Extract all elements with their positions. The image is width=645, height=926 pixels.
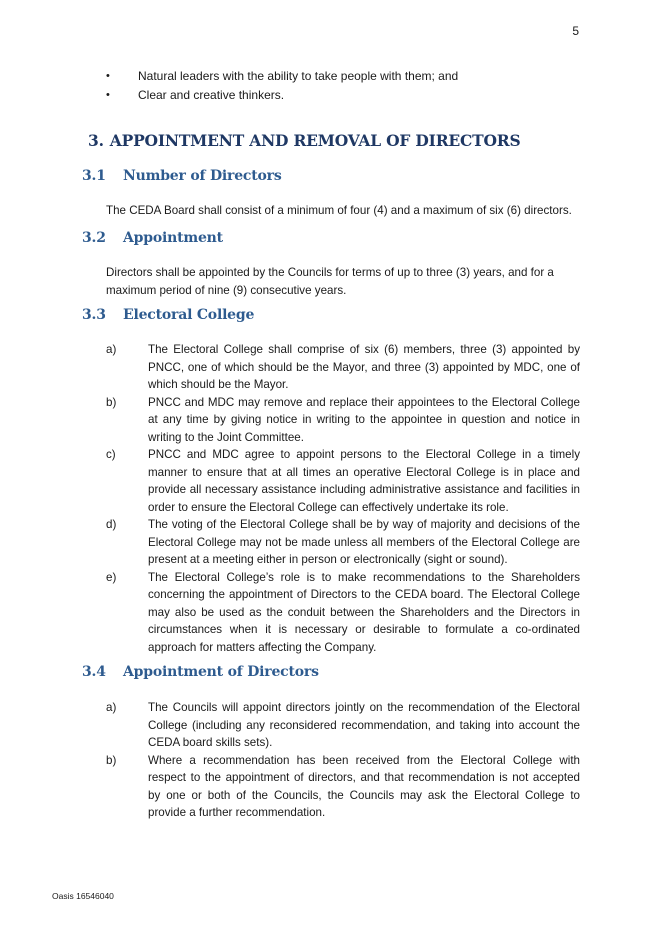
item-text: Where a recommendation has been received from the Electoral College with respect to the appointment of directors, and that recommendation is not accepted by one or both of the Councils, the Councils may ask the Electoral College to provide a further recommendation. — [148, 753, 580, 819]
item-label: b) — [106, 753, 117, 767]
heading-number: 3.4 — [82, 664, 106, 680]
section-number: 3. — [88, 131, 104, 150]
list-item — [106, 446, 580, 516]
page-number: 5 — [572, 24, 579, 38]
heading-3-1 — [82, 168, 282, 184]
bullet-item — [106, 67, 586, 86]
list-item — [106, 394, 580, 447]
heading-number: 3.2 — [82, 230, 106, 246]
list-item — [106, 752, 580, 822]
list-item — [106, 516, 580, 569]
heading-3-4 — [82, 664, 319, 680]
item-label: d) — [106, 518, 117, 531]
list-3-4 — [106, 699, 580, 822]
list-item — [106, 341, 580, 394]
item-label: a) — [106, 701, 117, 714]
item-label: e) — [106, 570, 117, 584]
heading-title: Number of Directors — [123, 168, 282, 184]
heading-number: 3.3 — [82, 307, 106, 323]
bullet-text: Natural leaders with the ability to take people with them; and — [138, 69, 459, 83]
item-text: PNCC and MDC agree to appoint persons to the Electoral College in a timely manner to ensure that at all times an operative Electoral College is in place and provide all necessary assistance including administrative assistance and facilities in order to ensure the Electoral College can effectively undertake its role. — [148, 448, 580, 514]
paragraph-3-2: Directors shall be appointed by the Councils for terms of up to three (3) years, and for a maximum period of nine (9) consecutive years. — [106, 266, 554, 297]
section-title: APPOINTMENT AND REMOVAL OF DIRECTORS — [109, 131, 521, 150]
list-3-3 — [106, 341, 580, 656]
bullet-icon: • — [106, 89, 110, 101]
bullet-item — [106, 86, 586, 105]
section-heading — [88, 131, 520, 150]
item-label: c) — [106, 448, 116, 461]
item-label: b) — [106, 395, 117, 409]
heading-title: Appointment — [123, 230, 223, 246]
list-item — [106, 699, 580, 752]
heading-3-2 — [82, 230, 223, 246]
bullet-list — [106, 67, 586, 105]
bullet-text: Clear and creative thinkers. — [138, 88, 285, 102]
heading-title: Electoral College — [123, 307, 255, 323]
heading-3-3 — [82, 307, 254, 323]
item-label: a) — [106, 343, 117, 356]
item-text: The voting of the Electoral College shall be by way of majority and decisions of the Electoral College may not be made unless all members of the Electoral College are present at a meeting either in person or electronically (sight or sound). — [148, 518, 580, 566]
footer-doc-id: Oasis 16546040 — [52, 891, 114, 901]
paragraph-3-1: The CEDA Board shall consist of a minimum of four (4) and a maximum of six (6) directors. — [106, 204, 572, 217]
bullet-icon: • — [106, 70, 110, 82]
heading-title: Appointment of Directors — [123, 664, 319, 680]
list-item — [106, 569, 580, 657]
item-text: The Electoral College’s role is to make recommendations to the Shareholders concerning the appointment of Directors to the CEDA board. The Electoral College may also be used as the conduit between the Shareholders and the Directors in circumstances when it is necessary or desirable to formulate a co-ordinated approach for matters affecting the Company. — [148, 570, 580, 654]
item-text: The Electoral College shall comprise of six (6) members, three (3) appointed by PNCC, one of which should be the Mayor, and three (3) appointed by MDC, one of which should be the Mayor. — [148, 343, 580, 391]
item-text: PNCC and MDC may remove and replace their appointees to the Electoral College at any time by giving notice in writing to the appointee in question and notice in writing to the Joint Committee. — [148, 395, 580, 444]
item-text: The Councils will appoint directors jointly on the recommendation of the Electoral College (including any reconsidered recommendation, and taking into account the CEDA board skills sets). — [148, 701, 580, 749]
heading-number: 3.1 — [82, 168, 106, 184]
